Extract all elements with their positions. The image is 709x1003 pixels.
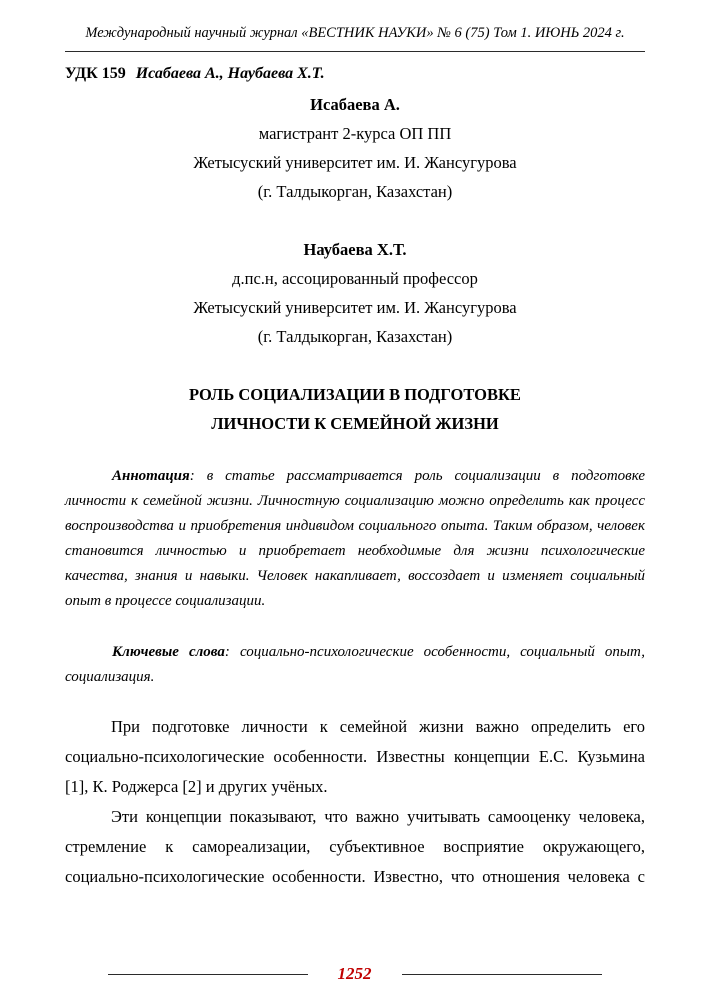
spacer — [65, 206, 645, 235]
udc-authors: Исабаева А., Наубаева Х.Т. — [135, 65, 325, 82]
page-number: 1252 — [337, 964, 372, 983]
udc-line — [65, 64, 645, 84]
body-paragraph-2: Эти концепции показывают, что важно учитывать самооценку человека, стремление к самореализации, субъективное восприятие окружающего, социально-психологические особенности. Известно, что отношения человека с — [65, 807, 645, 886]
article-title-line-2: ЛИЧНОСТИ К СЕМЕЙНОЙ ЖИЗНИ — [211, 414, 499, 433]
spacer — [65, 351, 645, 380]
author-role: д.пс.н, ассоцированный профессор — [232, 269, 478, 288]
author-affiliation: Жетысуский университет им. И. Жансугурова — [193, 298, 517, 317]
footer-rule-left — [108, 974, 308, 975]
author-name: Наубаева Х.Т. — [303, 240, 407, 259]
page-footer — [0, 963, 709, 985]
keywords-text: : социально-психологические особенности, социальный опыт, социализация. — [65, 644, 645, 685]
author-name: Исабаева А. — [310, 95, 400, 114]
article-title — [65, 380, 645, 438]
author-block-1 — [65, 90, 645, 206]
body-paragraph-1: При подготовке личности к семейной жизни важно определить его социально-психологические особенности. Известны концепции Е.С. Кузьмина [1], К. Роджерса [2] и других учёных. — [65, 717, 645, 796]
abstract-text: : в статье рассматривается роль социализации в подготовке личности к семейной жизни. Личностную социализацию можно определить как процесс воспроизводства и приобретения индивидом социального опыта. Таким образом, человек становится личностью и приобретает необходимые для жизни психологические качества, знания и навыки. Человек накапливает, воссоздает и изменяет социальный опыт в процессе социализации. — [65, 468, 645, 609]
article-title-line-1: РОЛЬ СОЦИАЛИЗАЦИИ В ПОДГОТОВКЕ — [189, 385, 521, 404]
keywords-paragraph — [65, 640, 645, 690]
author-city: (г. Талдыкорган, Казахстан) — [257, 327, 453, 346]
footer-rule-right — [402, 974, 602, 975]
article-body — [65, 712, 645, 892]
author-city: (г. Талдыкорган, Казахстан) — [257, 182, 453, 201]
author-affiliation: Жетысуский университет им. И. Жансугурова — [193, 153, 517, 172]
abstract-paragraph — [65, 464, 645, 614]
author-block-2 — [65, 235, 645, 351]
keywords-label: Ключевые слова — [112, 644, 225, 660]
abstract-label: Аннотация — [112, 468, 190, 484]
author-role: магистрант 2-курса ОП ПП — [258, 124, 452, 143]
udc-label: УДК 159 — [65, 65, 126, 82]
journal-header-line: Международный научный журнал «ВЕСТНИК НАУКИ» № 6 (75) Том 1. ИЮНЬ 2024 г. — [85, 25, 625, 41]
header-rule — [65, 51, 645, 52]
